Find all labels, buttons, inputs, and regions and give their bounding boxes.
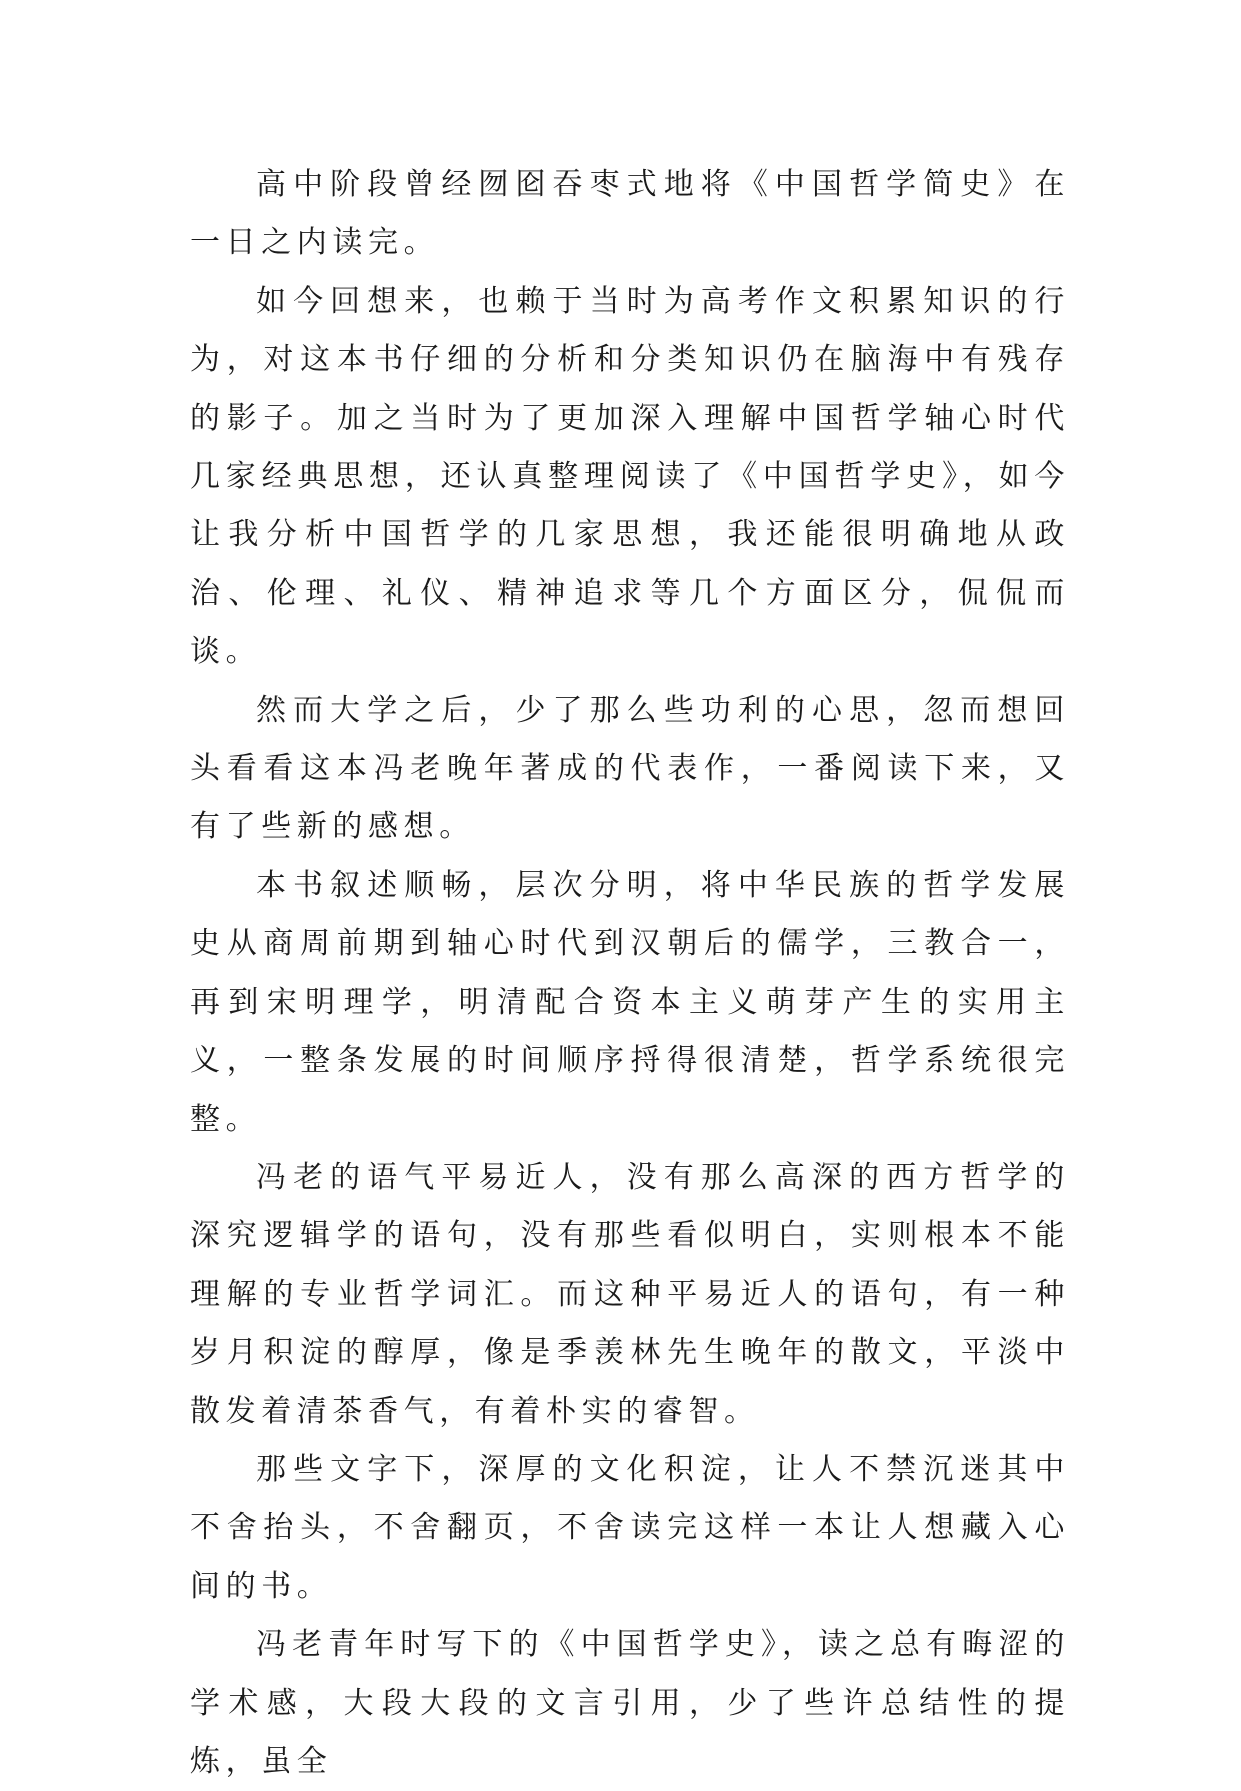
paragraph-6: 那些文字下，深厚的文化积淀，让人不禁沉迷其中不舍抬头，不舍翻页，不舍读完这样一本让人想藏入心间的书。 bbox=[190, 1451, 1070, 1604]
paragraph-2: 如今回想来，也赖于当时为高考作文积累知识的行为，对这本书仔细的分析和分类知识仍在脑海中有残存的影子。加之当时为了更加深入理解中国哲学轴心时代几家经典思想，还认真整理阅读了《中国哲学史》，如今让我分析中国哲学的几家思想，我还能很明确地从政治、伦理、礼仪、精神追求等几个方面区分，侃侃而谈。 bbox=[190, 283, 1070, 670]
document-page bbox=[190, 156, 1070, 1791]
paragraph-1: 高中阶段曾经囫囵吞枣式地将《中国哲学简史》在一日之内读完。 bbox=[190, 167, 1070, 261]
paragraph-5: 冯老的语气平易近人，没有那么高深的西方哲学的深究逻辑学的语句，没有那些看似明白，实则根本不能理解的专业哲学词汇。而这种平易近人的语句，有一种岁月积淀的醇厚，像是季羡林先生晚年的散文，平淡中散发着清茶香气，有着朴实的睿智。 bbox=[190, 1159, 1070, 1429]
paragraph-4: 本书叙述顺畅，层次分明，将中华民族的哲学发展史从商周前期到轴心时代到汉朝后的儒学，三教合一，再到宋明理学，明清配合资本主义萌芽产生的实用主义，一整条发展的时间顺序捋得很清楚，哲学系统很完整。 bbox=[190, 867, 1070, 1137]
paragraph-3: 然而大学之后，少了那么些功利的心思，忽而想回头看看这本冯老晚年著成的代表作，一番阅读下来，又有了些新的感想。 bbox=[190, 692, 1070, 845]
paragraph-7: 冯老青年时写下的《中国哲学史》，读之总有晦涩的学术感，大段大段的文言引用，少了些许总结性的提炼，虽全 bbox=[190, 1627, 1070, 1779]
